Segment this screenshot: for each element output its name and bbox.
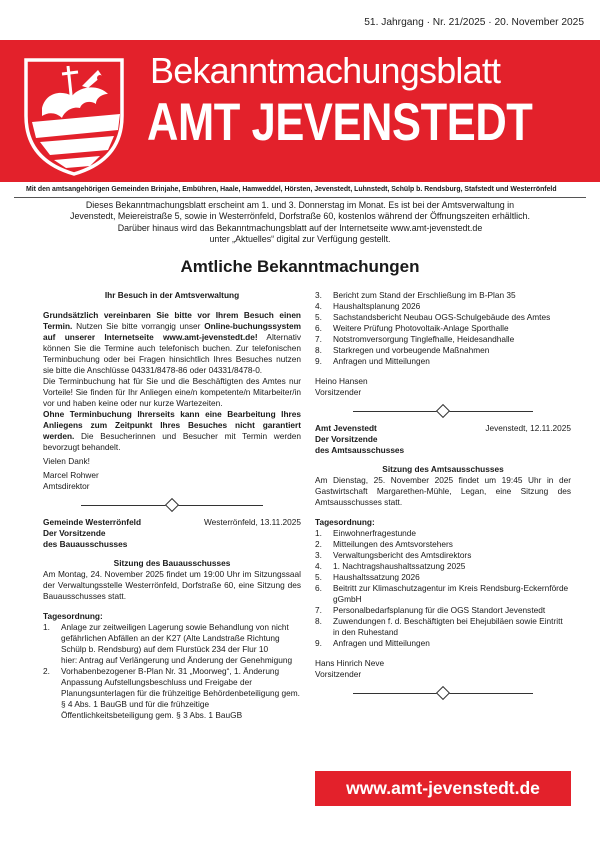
signer-name: Heino Hansen: [315, 376, 368, 386]
visit-bold-intro: Grundsätzlich vereinbaren Sie bitte vor Ihrem Besuch einen Termin.: [43, 310, 301, 331]
diamond-divider: [315, 405, 571, 419]
agenda-list: [315, 290, 571, 367]
visit-paragraph: [43, 409, 301, 453]
signer-name: Hans Hinrich Neve: [315, 658, 385, 668]
notice-role: Der Vorsitzende: [315, 434, 378, 444]
signer-role: Vorsitzender: [315, 387, 362, 397]
notice-org: Gemeinde Westerrönfeld: [43, 517, 142, 527]
agenda-item: 1. Einwohnerfragestunde: [315, 528, 417, 538]
agenda-list: [315, 528, 571, 649]
signer-name: Marcel Rohwer: [43, 470, 99, 480]
agenda-list: [43, 622, 301, 721]
notice-date: Jevenstedt, 12.11.2025: [485, 423, 571, 433]
notice-role: Der Vorsitzende: [43, 528, 106, 538]
visit-thanks: Vielen Dank!: [43, 456, 90, 466]
left-column: [43, 290, 301, 721]
agenda-item: 3. Verwaltungsbericht des Amtsdirektors: [315, 550, 472, 560]
right-column: [315, 290, 571, 705]
notice-header: [315, 423, 571, 434]
agenda-item: 3. Bericht zum Stand der Erschließung im B-Plan 35: [315, 290, 516, 300]
agenda-item: 8. Zuwendungen f. d. Beschäftigten bei Ehejubiläen sowie Eintritt in den Ruhestand: [315, 616, 563, 637]
intro-line: Darüber hinaus wird das Bekanntmachungsblatt auf der Internetseite www.amt-jevenstedt.de: [117, 222, 483, 233]
online-booking-link[interactable]: Online-buchungssystem auf unserer Internetseite www.amt-jevenstedt.de!: [43, 321, 301, 342]
agenda-item: 5. Sachstandsbericht Neubau OGS-Schulgebäude des Amtes: [315, 312, 551, 322]
notice-header: [43, 517, 301, 528]
visit-warning: Ohne Terminbuchung Ihrerseits kann eine Bearbeitung Ihres Anliegens zum Zeitpunkt Ihres Besuches nicht garantiert werden.: [43, 409, 301, 441]
notice-body: Am Dienstag, 25. November 2025 findet um 19:45 Uhr in der Gastwirtschaft Margarethen-Mühle, Legan, eine Sitzung des Amtsausschusses statt.: [315, 475, 571, 507]
coat-of-arms-icon: [22, 56, 126, 178]
masthead-subtitle: AMT JEVENSTEDT: [147, 93, 533, 152]
agenda-item: 6. Beitritt zur Klimaschutzagentur im Kreis Rendsburg-Eckernförde gGmbH: [315, 583, 569, 604]
diamond-divider: [43, 499, 301, 513]
visit-text: Alternativ können Sie die Termine auch telefonisch buchen. Zur telefonischen Terminbuchung oder bei Fragen hinsichtlich Ihres Besuches nutzen sie bitte die Anschlüsse 04331/8478-86 oder 04331/8478-0.: [43, 332, 301, 375]
issue-line: 51. Jahrgang · Nr. 21/2025 · 20. November 2025: [364, 17, 584, 28]
diamond-divider: [315, 687, 571, 701]
agenda-item: 5. Haushaltssatzung 2026: [315, 572, 420, 582]
visit-text: Die Besucherinnen und Besucher mit Termin werden bevorzugt behandelt.: [43, 431, 301, 452]
agenda-item: 4. 1. Nachtragshaushaltssatzung 2025: [315, 561, 466, 571]
agenda-item: 2. Mitteilungen des Amtsvorstehers: [315, 539, 453, 549]
agenda-label: Tagesordnung:: [315, 517, 375, 527]
agenda-item: 9. Anfragen und Mitteilungen: [315, 638, 430, 648]
member-municipalities: Mit den amtsangehörigen Gemeinden Brinjahe, Embühren, Haale, Hamweddel, Hörsten, Jevenstedt, Luhnstedt, Schülp b. Rendsburg, Stafstedt und Westerrönfeld: [26, 186, 557, 193]
agenda-item: 2. Vorhabenbezogener B-Plan Nr. 31 „Moorweg“, 1. Änderung Anpassung Aufstellungsbeschluss und Freigabe der Planungsunterlagen für die frühzeitige Behördenbeteiligung gem. § 4 Abs. 1 BauGB und für die frühzeitige Öffentlichkeitsbeteiligung gem. § 3 Abs. 1 BauGB: [43, 666, 300, 720]
visit-title: Ihr Besuch in der Amtsverwaltung: [104, 290, 240, 300]
agenda-item: 9. Anfragen und Mitteilungen: [315, 356, 430, 366]
signer-role: Amtsdirektor: [43, 481, 90, 491]
section-title: Amtliche Bekanntmachungen: [180, 257, 420, 276]
agenda-item: 1. Anlage zur zeitweiligen Lagerung sowie Behandlung von nicht gefährlichen Abfällen an der K27 (Alte Landstraße Richtung Schülp b. Rendsburg) auf dem Flurstück 234 der Flur 10 hier: Antrag auf Verlängerung und Änderung der Genehmigung: [43, 622, 293, 665]
intro-line: Jevenstedt, Meiereistraße 5, sowie in Westerrönfeld, Dorfstraße 60, kostenlos während der Öffnungszeiten erhältlich.: [70, 211, 530, 222]
intro-text: [24, 200, 576, 246]
notice-org: Amt Jevenstedt: [315, 423, 377, 433]
notice-title: Sitzung des Amtsausschusses: [382, 464, 504, 474]
agenda-item: 6. Weitere Prüfung Photovoltaik-Anlage Sporthalle: [315, 323, 509, 333]
visit-text: Nutzen Sie bitte vorrangig unser: [72, 321, 205, 331]
agenda-item: 7. Notstromversorgung Tinglefhalle, Heidesandhalle: [315, 334, 515, 344]
notice-body: Am Montag, 24. November 2025 findet um 19:00 Uhr im Sitzungssaal der Verwaltungsstelle Westerrönfeld, Dorfstraße 60, eine Sitzung des Bauausschusses statt.: [43, 569, 301, 601]
notice-role: des Amtsausschusses: [315, 445, 405, 455]
notice-role: des Bauausschusses: [43, 539, 128, 549]
agenda-label: Tagesordnung:: [43, 611, 103, 621]
agenda-note: hier: Antrag auf Verlängerung und Änderung der Genehmigung: [61, 655, 293, 665]
website-link-box[interactable]: www.amt-jevenstedt.de: [315, 771, 571, 806]
notice-title: Sitzung des Bauausschusses: [113, 558, 231, 568]
masthead-title: Bekanntmachungsblatt: [150, 50, 501, 91]
intro-line: unter „Aktuelles“ digital zur Verfügung gestellt.: [209, 234, 391, 245]
header-divider: [14, 197, 586, 198]
intro-line: Dieses Bekanntmachungsblatt erscheint am 1. und 3. Donnerstag im Monat. Es ist bei der Amtsverwaltung in: [85, 200, 515, 210]
signer-role: Vorsitzender: [315, 669, 362, 679]
visit-paragraph: [43, 310, 301, 376]
notice-date: Westerrönfeld, 13.11.2025: [203, 517, 301, 527]
visit-paragraph: Die Terminbuchung hat für Sie und die Beschäftigten des Amtes nur Vorteile! Sie finden für Ihr Anliegen eine/n kompetente/n Mitarbeiter/in vor und haben keine oder nur kurze Wartezeiten.: [43, 376, 301, 408]
agenda-item: 8. Starkregen und vorbeugende Maßnahmen: [315, 345, 490, 355]
agenda-item: 4. Haushaltsplanung 2026: [315, 301, 421, 311]
agenda-item: 7. Personalbedarfsplanung für die OGS Standort Jevenstedt: [315, 605, 546, 615]
